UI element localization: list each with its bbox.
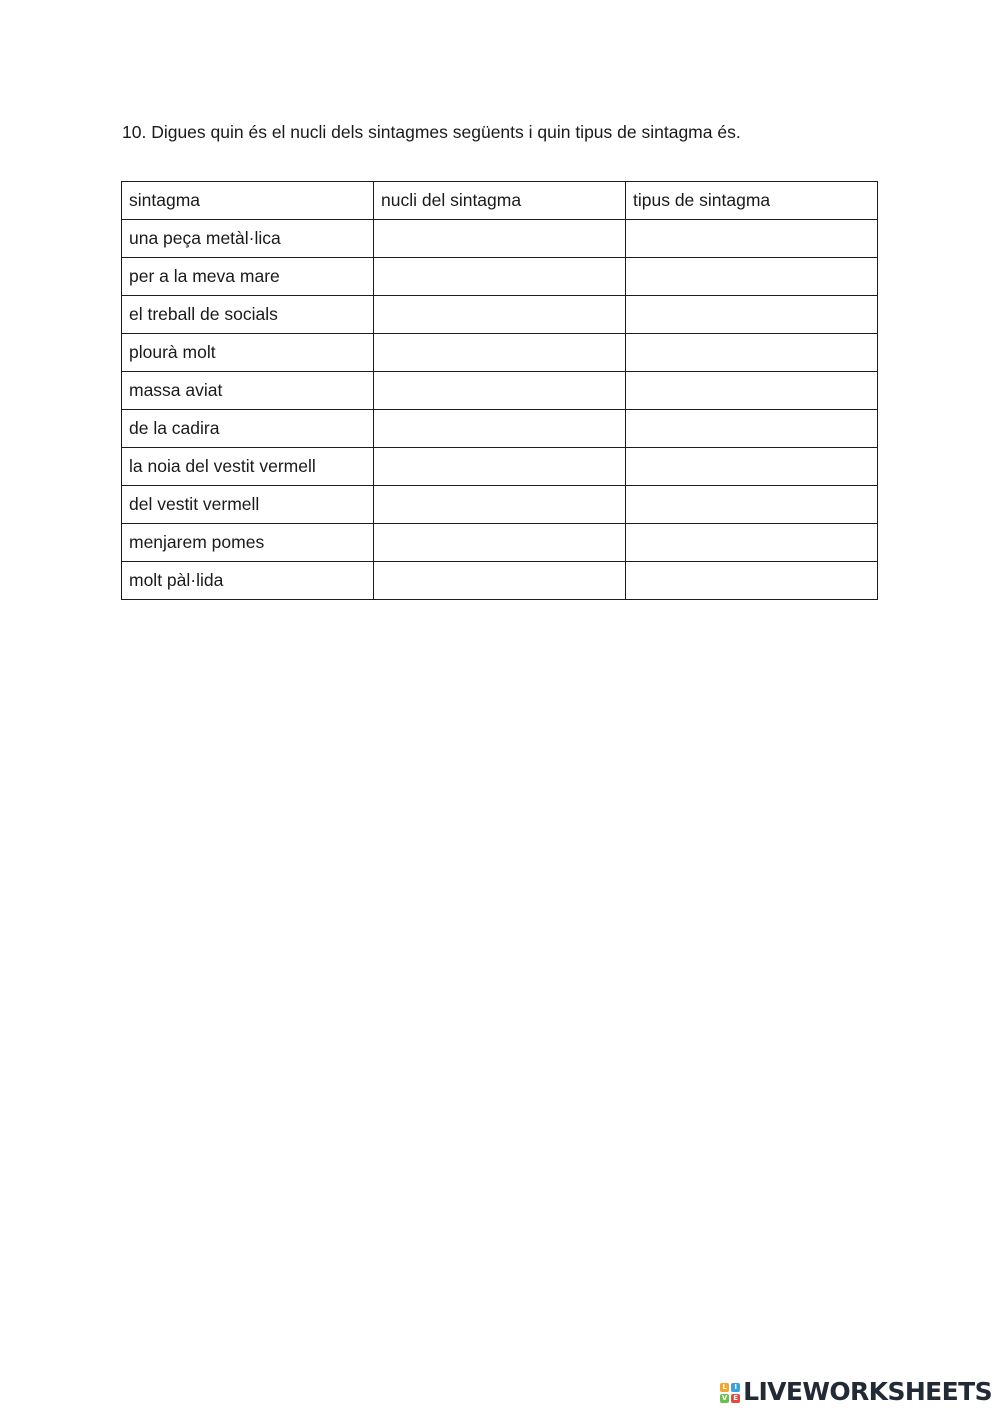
nucli-answer-cell[interactable]: [374, 410, 626, 448]
tipus-answer-cell[interactable]: [626, 524, 878, 562]
nucli-answer-cell[interactable]: [374, 296, 626, 334]
tipus-answer-cell[interactable]: [626, 258, 878, 296]
table-row: [122, 372, 878, 410]
sintagma-cell: per a la meva mare: [122, 258, 374, 296]
table-row: [122, 562, 878, 600]
table-row: [122, 220, 878, 258]
sintagma-cell: de la cadira: [122, 410, 374, 448]
sintagma-cell: massa aviat: [122, 372, 374, 410]
tipus-answer-cell[interactable]: [626, 410, 878, 448]
tipus-answer-cell[interactable]: [626, 448, 878, 486]
tipus-answer-cell[interactable]: [626, 486, 878, 524]
header-tipus: tipus de sintagma: [626, 182, 878, 220]
logo-tile: E: [731, 1394, 740, 1403]
liveworksheets-watermark: [720, 1377, 992, 1407]
nucli-answer-cell[interactable]: [374, 448, 626, 486]
nucli-answer-cell[interactable]: [374, 562, 626, 600]
sintagma-cell: el treball de socials: [122, 296, 374, 334]
liveworksheets-logo-icon: [720, 1383, 740, 1403]
question-text: 10. Digues quin és el nucli dels sintagmes següents i quin tipus de sintagma és.: [122, 122, 741, 142]
table-row: [122, 296, 878, 334]
logo-tile: I: [731, 1383, 740, 1392]
sintagma-cell: del vestit vermell: [122, 486, 374, 524]
nucli-answer-cell[interactable]: [374, 258, 626, 296]
header-sintagma: sintagma: [122, 182, 374, 220]
header-nucli: nucli del sintagma: [374, 182, 626, 220]
table-row: [122, 410, 878, 448]
sintagma-cell: plourà molt: [122, 334, 374, 372]
table-row: [122, 334, 878, 372]
tipus-answer-cell[interactable]: [626, 562, 878, 600]
table-row: [122, 258, 878, 296]
table-row: [122, 486, 878, 524]
tipus-answer-cell[interactable]: [626, 334, 878, 372]
tipus-answer-cell[interactable]: [626, 296, 878, 334]
sintagma-cell: menjarem pomes: [122, 524, 374, 562]
sintagma-cell: una peça metàl·lica: [122, 220, 374, 258]
nucli-answer-cell[interactable]: [374, 486, 626, 524]
table-row: [122, 448, 878, 486]
table-row: [122, 524, 878, 562]
watermark-text: LIVEWORKSHEETS: [743, 1377, 992, 1406]
nucli-answer-cell[interactable]: [374, 372, 626, 410]
tipus-answer-cell[interactable]: [626, 372, 878, 410]
nucli-answer-cell[interactable]: [374, 334, 626, 372]
tipus-answer-cell[interactable]: [626, 220, 878, 258]
syntagm-table: [121, 181, 878, 600]
logo-tile: V: [721, 1394, 728, 1402]
logo-tile: L: [720, 1383, 729, 1392]
nucli-answer-cell[interactable]: [374, 220, 626, 258]
nucli-answer-cell[interactable]: [374, 524, 626, 562]
table-header-row: [122, 182, 878, 220]
sintagma-cell: la noia del vestit vermell: [122, 448, 374, 486]
sintagma-cell: molt pàl·lida: [122, 562, 374, 600]
